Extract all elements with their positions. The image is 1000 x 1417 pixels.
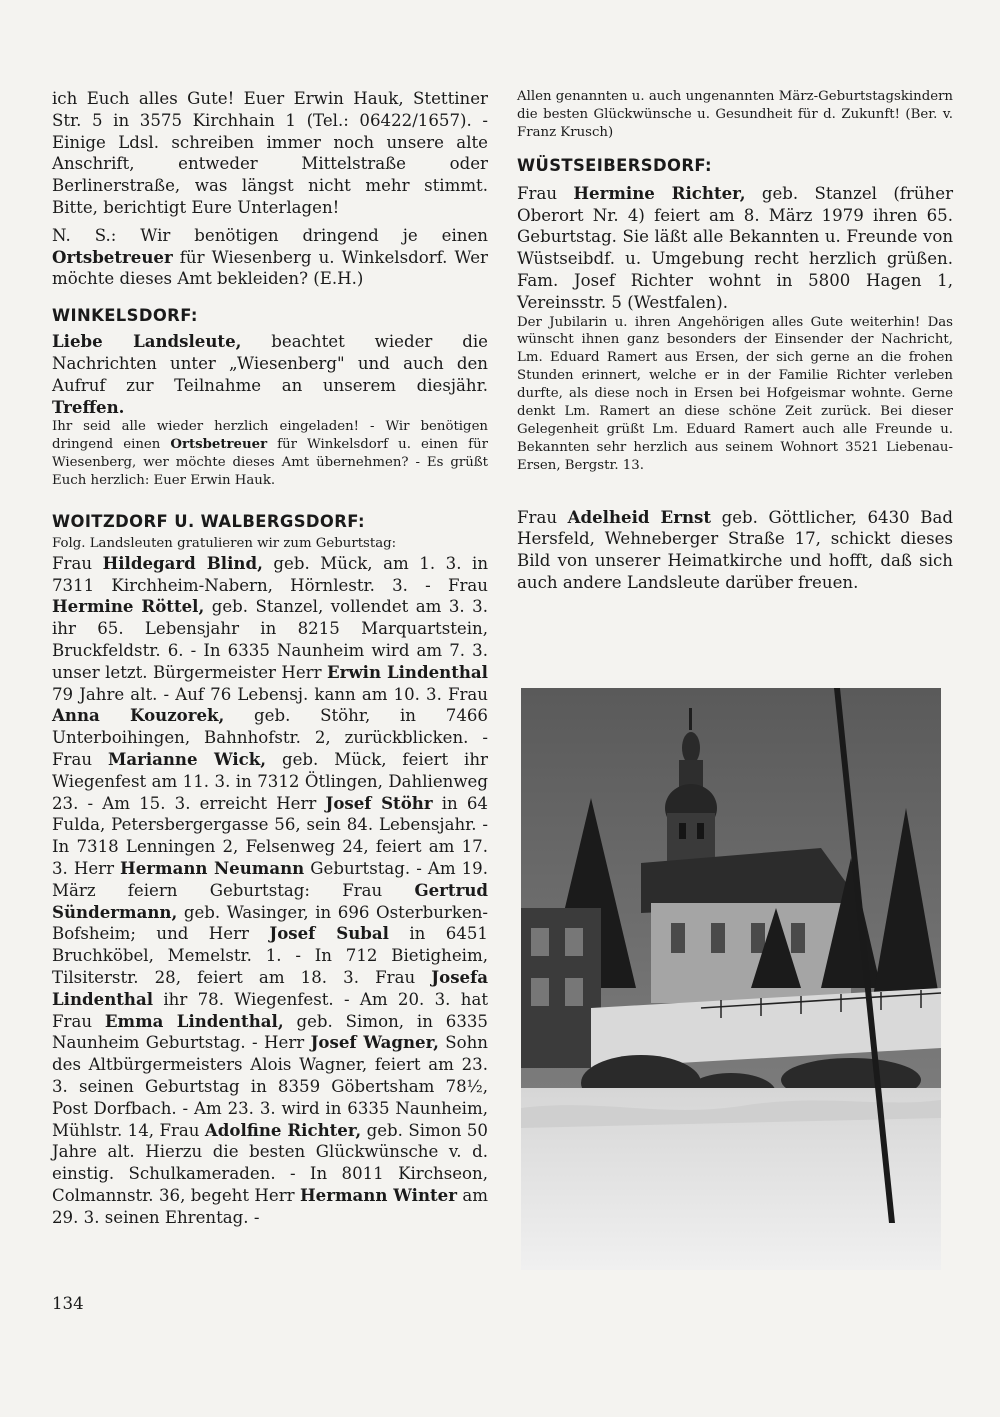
bold-name: Liebe Landsleute, [52, 331, 242, 352]
paragraph-hermine-richter [517, 183, 953, 314]
right-column [517, 88, 953, 594]
bold-name: Emma Lindenthal, [104, 1010, 284, 1031]
bold-name: Ortsbetreuer [52, 246, 173, 267]
text-run: für Winkelsdorf u. einen für Wiesenberg, wer möchte dieses Amt übernehmen? - Es grüßt Euch herzlich: Euer Erwin Hauk. [52, 437, 488, 489]
text-run: geb. Wasinger, in 696 Osterburken-Bofsheim; und Herr [52, 902, 488, 944]
bold-name: Hildegard Blind, [102, 552, 263, 573]
text-run: beachtet wieder die Nachrichten unter „Wiesenberg" und auch den Aufruf zur Teilnahme an unserem diesjähr. [52, 332, 488, 395]
paragraph-birthday-list [52, 553, 488, 1229]
bold-name: Josef Stöhr [325, 792, 433, 813]
bold-name: Anna Kouzorek, [52, 705, 225, 726]
paragraph-ortsbetreuer-request [52, 225, 488, 290]
page-number: 134 [52, 1294, 84, 1313]
text-run: in 64 Fulda, Petersbergergasse 56, sein 84. Lebensjahr. - In 7318 Lenningen 2, Felsenweg 24, feiert am 17. 3. Herr [52, 793, 488, 879]
text-run: 79 Jahre alt. - Auf 76 Lebensj. kann am 10. 3. Frau [52, 684, 488, 704]
text-run: N. S.: Wir benötigen dringend je einen [52, 225, 488, 245]
paragraph-march-wishes: Allen genannten u. auch ungenannten März-Geburtstagskindern die besten Glückwünsche u. Gesundheit für d. Zukunft! (Ber. v. Franz Krusch) [517, 89, 953, 140]
text-run: Frau [52, 553, 103, 573]
bold-name: Erwin Lindenthal [326, 661, 488, 682]
text-run: geb. Stanzel, vollendet am 3. 3. ihr 65. Lebensjahr in 8215 Marquartstein, Bruckfeldstr. 6. - In 6335 Naunheim wird am 7. 3. unser letzt. Bürgermeister Herr [52, 597, 488, 682]
bold-name: Hermine Richter, [573, 182, 746, 203]
bold-name: Ortsbetreuer [170, 437, 268, 453]
text-run: Frau [517, 183, 574, 203]
section-heading-woitzdorf: WOITZDORF U. WALBERGSDORF: [52, 511, 365, 531]
text-run: Frau [517, 507, 568, 527]
bold-name: Treffen. [52, 396, 125, 417]
section-heading-winkelsdorf: WINKELSDORF: [52, 306, 198, 326]
text-run: geb. Göttlicher, 6430 Bad Hersfeld, Wehneberger Straße 17, schickt dieses Bild von unserer Heimatkirche und hofft, daß sich auch andere Landsleute darüber freuen. [517, 507, 953, 593]
paragraph-hauk-address: ich Euch alles Gute! Euer Erwin Hauk, Stettiner Str. 5 in 3575 Kirchhain 1 (Tel.: 06422/1657). - Einige Ldsl. schreiben immer noch unsere alte Anschrift, entweder Mittelstraße oder Berlinerstraße, was längst nicht mehr stimmt. Bitte, berichtigt Eure Unterlagen! [52, 89, 488, 217]
text-run: Geburtstag. - Am 19. März feiern Geburtstag: Frau [52, 859, 488, 900]
bold-name: Josefa Lindenthal [52, 967, 488, 1009]
church-photo [521, 688, 941, 1270]
text-run: geb. Mück, feiert ihr Wiegenfest am 11. 3. in 7312 Ötlingen, Dahlienweg 23. - Am 15. 3. erreicht Herr [52, 750, 488, 813]
bold-name: Adolfine Richter, [204, 1119, 362, 1140]
paragraph-winkelsdorf-intro [52, 331, 488, 418]
bold-name: Adelheid Ernst [567, 506, 712, 527]
text-run: geb. Stöhr, in 7466 Unterboihingen, Bahnhofstr. 2, zurückblicken. - Frau [52, 706, 488, 770]
text-run: geb. Simon, in 6335 Naunheim Geburtstag. - Herr [52, 1011, 488, 1053]
text-run: für Wiesenberg u. Winkelsdorf. Wer möchte dieses Amt bekleiden? (E.H.) [52, 247, 488, 289]
text-run: geb. Mück, am 1. 3. in 7311 Kirchheim-Nabern, Hörnlestr. 3. - Frau [52, 553, 489, 595]
section-heading-wuestseibersdorf: WÜSTSEIBERSDORF: [517, 155, 713, 175]
bold-name: Josef Subal [269, 923, 389, 944]
text-run: in 6451 Bruchköbel, Memelstr. 1. - In 712 Bietigheim, Tilsiterstr. 28, feiert am 18. 3. Frau [52, 924, 488, 988]
text-run: geb. Stanzel (früher Oberort Nr. 4) feiert am 8. März 1979 ihren 65. Geburtstag. Sie läßt alle Bekannten u. Freunde von Wüstseibdf. u. Umgebung recht herzlich grüßen. Fam. Josef Richter wohnt in 5800 Hagen 1, Vereinsstr. 5 (Westfalen). [517, 183, 953, 312]
text-run: Ihr seid alle wieder herzlich eingeladen! - Wir benötigen dringend einen [52, 419, 488, 453]
paragraph-ramert-greetings: Der Jubilarin u. ihren Angehörigen alles Gute weiterhin! Das wünscht ihnen ganz besonders der Einsender der Nachricht, Lm. Eduard Ramert aus Ersen, der sich gerne an die frohen Stunden erinnert, welche er in der Familie Richter verleben durfte, als diese noch in Ersen bei Hofgeismar wohnte. Gerne denkt Lm. Ramert an diese schöne Zeit zurück. Bei dieser Gelegenheit grüßt Lm. Eduard Ramert auch alle Freunde u. Bekannten sehr herzlich aus seinem Wohnort 3521 Liebenau-Ersen, Bergstr. 13. [517, 314, 953, 473]
left-column [52, 88, 488, 1229]
bold-name: Gertrud Sündermann, [52, 879, 488, 922]
paragraph-birthday-intro: Folg. Landsleuten gratulieren wir zum Geburtstag: [52, 535, 397, 551]
paragraph-photo-caption [517, 507, 953, 594]
church-photo-drawing [521, 688, 941, 1270]
text-run: Sohn des Altbürgermeisters Alois Wagner, feiert am 23. 3. seinen Geburtstag in 8359 Göbertsham 78½, Post Dorfbach. - Am 23. 3. wird in 6335 Naunheim, Mühlstr. 14, Frau [52, 1033, 488, 1140]
text-run: geb. Simon 50 Jahre alt. Hierzu die besten Glückwünsche v. d. einstig. Schulkameraden. - In 8011 Kirchseon, Colmannstr. 36, begeht Herr [52, 1120, 488, 1205]
bold-name: Hermann Neumann [120, 858, 305, 879]
bold-name: Hermine Röttel, [52, 596, 205, 617]
bold-name: Marianne Wick, [107, 749, 267, 770]
bold-name: Hermann Winter [299, 1185, 457, 1205]
paragraph-winkelsdorf-invite [52, 418, 488, 490]
house-left [521, 908, 601, 1068]
text-run: am 29. 3. seinen Ehrentag. - [52, 1186, 488, 1227]
bold-name: Josef Wagner, [310, 1032, 439, 1053]
text-run: ihr 78. Wiegenfest. - Am 20. 3. hat Frau [52, 989, 488, 1031]
